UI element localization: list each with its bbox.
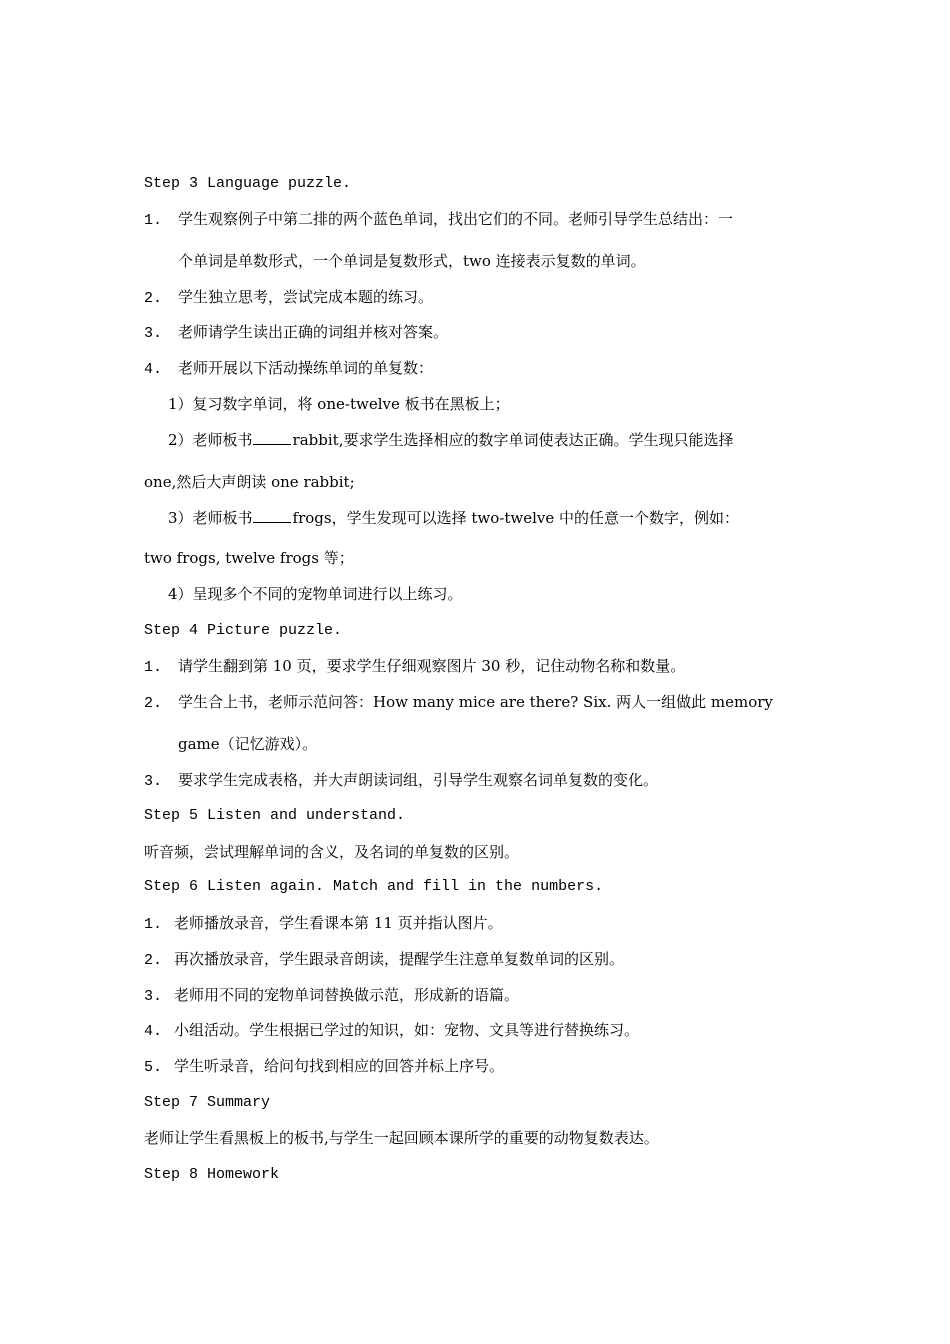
step3-sub-3-cont: two frogs, twelve frogs 等； bbox=[144, 549, 354, 567]
item-number: 3. bbox=[144, 773, 163, 790]
item-number: 1. bbox=[144, 916, 163, 933]
item-number: 4. bbox=[144, 361, 163, 378]
sub-text: frogs，学生发现可以选择 two-twelve 中的任意一个数字，例如： bbox=[292, 509, 739, 527]
item-number: 4. bbox=[144, 1023, 163, 1040]
item-number: 1. bbox=[144, 659, 163, 676]
step3-item-4 bbox=[144, 358, 433, 380]
step4-item-2-cont: game（记忆游戏）。 bbox=[178, 735, 318, 753]
sub-text: 2）老师板书 bbox=[168, 431, 253, 449]
step4-heading: Step 4 Picture puzzle. bbox=[144, 622, 343, 639]
item-text: 老师播放录音，学生看课本第 11 页并指认图片。 bbox=[174, 914, 503, 932]
item-text: 学生合上书，老师示范问答：How many mice are there? Six. 两人一组做此 memory bbox=[178, 693, 773, 711]
step3-sub-2 bbox=[168, 430, 733, 450]
step8-heading: Step 8 Homework bbox=[144, 1166, 280, 1183]
step4-item-1 bbox=[144, 656, 685, 678]
step6-item-4 bbox=[144, 1020, 639, 1042]
step3-sub-2-cont: one,然后大声朗读 one rabbit; bbox=[144, 473, 355, 491]
step3-item-2 bbox=[144, 287, 433, 309]
item-number: 1. bbox=[144, 212, 163, 229]
item-text: 小组活动。学生根据已学过的知识，如：宠物、文具等进行替换练习。 bbox=[174, 1021, 640, 1039]
item-text: 老师用不同的宠物单词替换做示范，形成新的语篇。 bbox=[174, 986, 520, 1004]
item-number: 5. bbox=[144, 1059, 163, 1076]
item-number: 3. bbox=[144, 988, 163, 1005]
item-number: 2. bbox=[144, 290, 163, 307]
step6-item-5 bbox=[144, 1056, 504, 1078]
fill-blank bbox=[253, 508, 291, 523]
step7-heading: Step 7 Summary bbox=[144, 1094, 271, 1111]
step3-item-3 bbox=[144, 322, 448, 344]
step5-heading: Step 5 Listen and understand. bbox=[144, 807, 406, 824]
item-text: 学生听录音，给问句找到相应的回答并标上序号。 bbox=[174, 1057, 505, 1075]
sub-text: 3）老师板书 bbox=[168, 509, 253, 527]
step7-text: 老师让学生看黑板上的板书,与学生一起回顾本课所学的重要的动物复数表达。 bbox=[144, 1129, 659, 1147]
step3-item-1 bbox=[144, 209, 733, 231]
item-text: 再次播放录音，学生跟录音朗读，提醒学生注意单复数单词的区别。 bbox=[174, 950, 625, 968]
item-text: 请学生翻到第 10 页，要求学生仔细观察图片 30 秒，记住动物名称和数量。 bbox=[178, 657, 686, 675]
step6-heading: Step 6 Listen again. Match and fill in the numbers. bbox=[144, 878, 604, 895]
sub-text: rabbit,要求学生选择相应的数字单词使表达正确。学生现只能选择 bbox=[292, 431, 734, 449]
item-text: 要求学生完成表格，并大声朗读词组，引导学生观察名词单复数的变化。 bbox=[178, 771, 659, 789]
step6-item-2 bbox=[144, 949, 624, 971]
step3-heading: Step 3 Language puzzle. bbox=[144, 175, 352, 192]
item-text: 老师开展以下活动操练单词的单复数： bbox=[178, 359, 434, 377]
step5-text: 听音频，尝试理解单词的含义，及名词的单复数的区别。 bbox=[144, 843, 520, 861]
step4-item-3 bbox=[144, 770, 658, 792]
fill-blank bbox=[253, 430, 291, 445]
step6-item-1 bbox=[144, 913, 503, 935]
item-text: 学生独立思考，尝试完成本题的练习。 bbox=[178, 288, 434, 306]
step3-item-1-cont: 个单词是单数形式，一个单词是复数形式，two 连接表示复数的单词。 bbox=[178, 252, 646, 270]
item-text: 老师请学生读出正确的词组并核对答案。 bbox=[178, 323, 449, 341]
step6-item-3 bbox=[144, 985, 519, 1007]
step3-sub-4: 4）呈现多个不同的宠物单词进行以上练习。 bbox=[168, 585, 463, 603]
step3-sub-1: 1）复习数字单词，将 one-twelve 板书在黑板上； bbox=[168, 395, 510, 413]
step4-item-2 bbox=[144, 692, 773, 714]
item-number: 2. bbox=[144, 695, 163, 712]
item-text: 学生观察例子中第二排的两个蓝色单词，找出它们的不同。老师引导学生总结出：一 bbox=[178, 210, 734, 228]
step3-sub-3 bbox=[168, 508, 739, 528]
item-number: 2. bbox=[144, 952, 163, 969]
item-number: 3. bbox=[144, 325, 163, 342]
